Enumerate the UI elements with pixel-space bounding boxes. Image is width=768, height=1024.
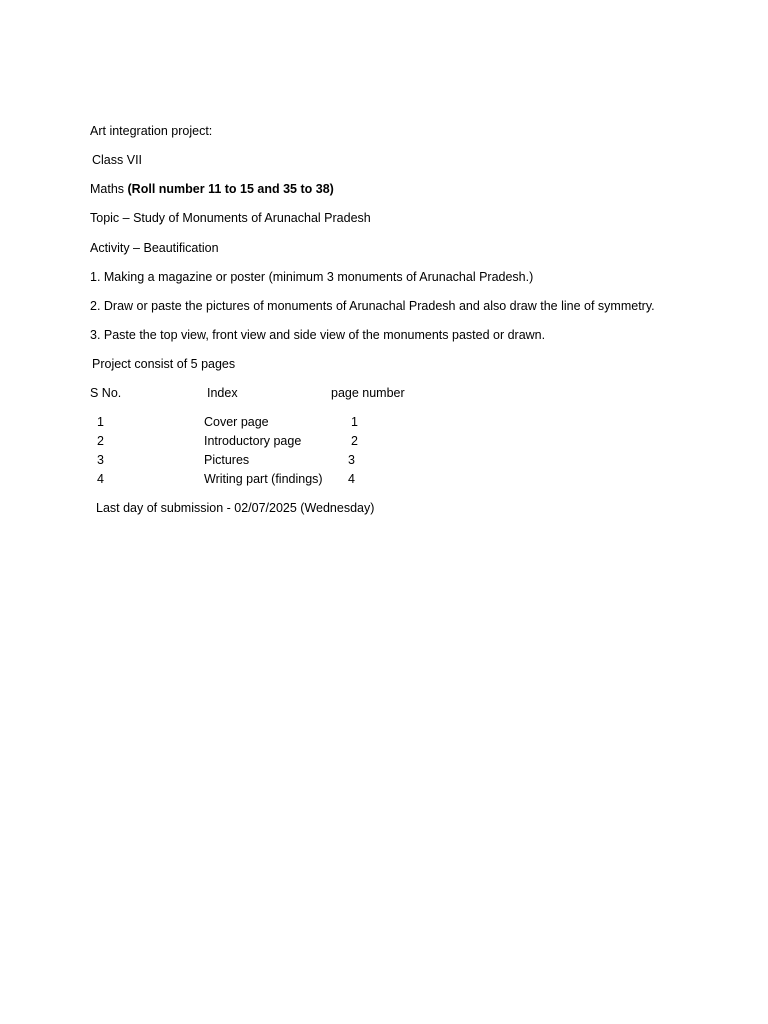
header-page-number: page number bbox=[331, 386, 405, 400]
row-index: Pictures bbox=[204, 453, 250, 467]
row-sno: 2 bbox=[97, 434, 104, 448]
row-page-number: 2 bbox=[351, 434, 358, 448]
row-index: Introductory page bbox=[204, 434, 302, 448]
row-index: Cover page bbox=[204, 415, 269, 429]
step-item: 3. Paste the top view, front view and side view of the monuments pasted or drawn. bbox=[90, 328, 546, 342]
submission-deadline: Last day of submission - 02/07/2025 (Wednesday) bbox=[96, 501, 375, 515]
header-sno: S No. bbox=[90, 386, 122, 400]
row-sno: 4 bbox=[97, 472, 104, 486]
subject-label: Maths bbox=[90, 182, 128, 196]
header-index: Index bbox=[207, 386, 238, 400]
topic-line: Topic – Study of Monuments of Arunachal Pradesh bbox=[90, 211, 371, 225]
class-line: Class VII bbox=[92, 153, 143, 167]
row-index: Writing part (findings) bbox=[204, 472, 323, 486]
pages-note: Project consist of 5 pages bbox=[92, 357, 236, 371]
document-heading: Art integration project: bbox=[90, 124, 213, 138]
subject-line bbox=[90, 181, 334, 197]
row-page-number: 4 bbox=[348, 472, 355, 486]
row-sno: 1 bbox=[97, 415, 104, 429]
row-page-number: 1 bbox=[351, 415, 358, 429]
step-item: 1. Making a magazine or poster (minimum 3 monuments of Arunachal Pradesh.) bbox=[90, 270, 534, 284]
row-sno: 3 bbox=[97, 453, 104, 467]
step-item: 2. Draw or paste the pictures of monuments of Arunachal Pradesh and also draw the line of symmetry. bbox=[90, 299, 655, 313]
activity-line: Activity – Beautification bbox=[90, 241, 219, 255]
row-page-number: 3 bbox=[348, 453, 355, 467]
subject-detail: (Roll number 11 to 15 and 35 to 38) bbox=[127, 182, 334, 196]
